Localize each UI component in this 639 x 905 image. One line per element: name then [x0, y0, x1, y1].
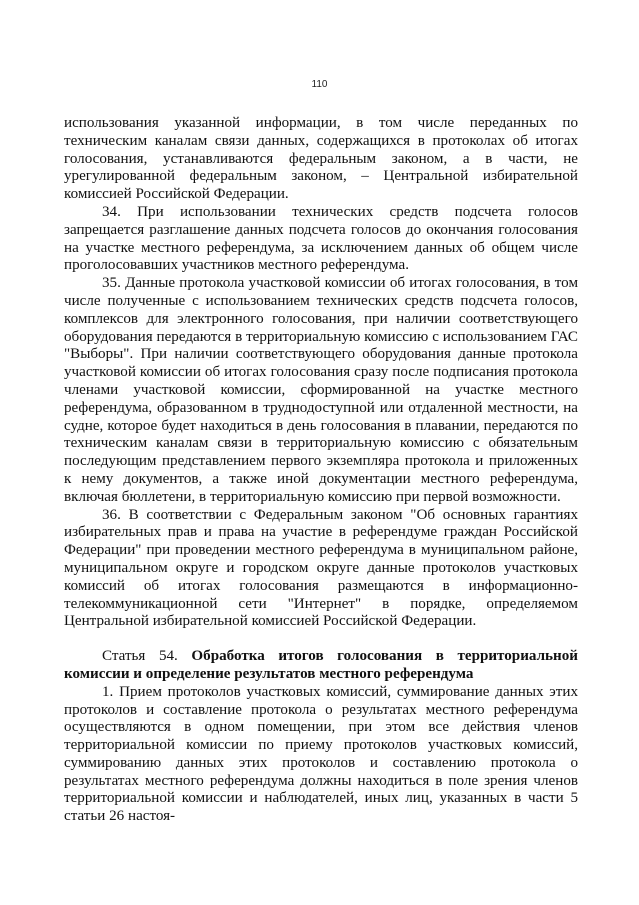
paragraph-35: 35. Данные протокола участковой комиссии об итогах голосования, в том числе полученные с использованием технических средств подсчета голосов, комплексов для электронного голосования, при наличии соответствующего оборудования передаются в территориальную комиссию с использованием ГАС "Выборы". При наличии соответствующего оборудования данные протокола участковой комиссии об итогах голосования сразу после подписания протокола членами участковой комиссии, сформированной на участке местного референдума, образованном в труднодоступной или отдаленной местности, на судне, которое будет находиться в день голосования в плавании, передаются по техническим каналам связи в территориальную комиссию с обязательным последующим представлением первого экземпляра протокола и приложенных к нему документов, а также иной документации местного референдума, включая бюллетени, в территориальную комиссию при первой возможности.: [64, 275, 578, 505]
article-number: Статья 54.: [102, 648, 178, 665]
document-body: [64, 115, 578, 826]
article-title: Обработка итогов голосования в территориальной комиссии и определение результатов местного референдума: [64, 648, 578, 682]
page-number: 110: [311, 79, 328, 90]
paragraph-34: 34. При использовании технических средств подсчета голосов запрещается разглашение данных подсчета голосов до окончания голосования на участке местного референдума, за исключением данных об общем числе проголосовавших участников местного референдума.: [64, 203, 578, 274]
paragraph-continuation: использования указанной информации, в том числе переданных по техническим каналам связи данных, содержащихся в протоколах об итогах голосования, устанавливаются федеральным законом, а в части, не урегулированной федеральным законом, – Центральной избирательной комиссией Российской Федерации.: [64, 115, 578, 203]
paragraph-36: 36. В соответствии с Федеральным законом "Об основных гарантиях избирательных прав и права на участие в референдуме граждан Российской Федерации" при проведении местного референдума в муниципальном районе, муниципальном округе и городском округе данные протоколов участковых комиссий об итогах голосования размещаются в информационно-телекоммуникационной сети "Интернет" в порядке, определяемом Центральной избирательной комиссией Российской Федерации.: [64, 506, 578, 630]
article-heading: [64, 648, 578, 684]
article-paragraph-1: 1. Прием протоколов участковых комиссий, суммирование данных этих протоколов и составление протокола о результатах местного референдума осуществляются в одном помещении, при этом все действия членов территориальной комиссии по приему протоколов участковых комиссий, суммированию данных этих протоколов и составлению протокола о результатах местного референдума должны находиться в поле зрения членов территориальной комиссии и наблюдателей, иных лиц, указанных в части 5 статьи 26 настоя-: [64, 683, 578, 825]
